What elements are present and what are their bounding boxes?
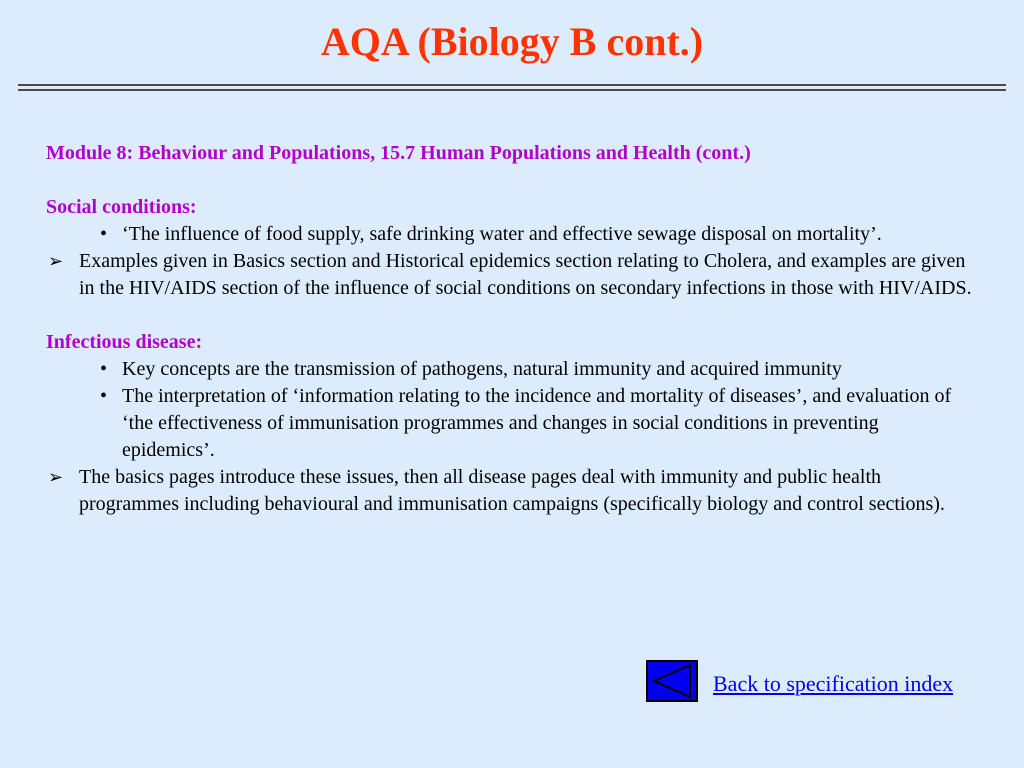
list-item [46,464,976,518]
list-item-text: The basics pages introduce these issues, then all disease pages deal with immunity and public health programmes including behavioural and immunisation campaigns (specifically biology and control sections). [79,466,945,515]
list-item-text: Examples given in Basics section and Historical epidemics section relating to Cholera, and examples are given in the HIV/AIDS section of the influence of social conditions on secondary infections in those with HIV/AIDS. [79,250,972,299]
social-conditions-heading: Social conditions: [46,196,197,218]
list-item [46,221,976,248]
list-item-text: ‘The influence of food supply, safe drinking water and effective sewage disposal on mortality’. [122,223,882,245]
bullet-icon: • [100,385,108,407]
infectious-disease-heading: Infectious disease: [46,331,203,353]
bullet-icon: • [100,358,108,380]
arrow-bullet-icon: ➢ [48,467,64,487]
list-item [46,383,976,464]
list-item-text: Key concepts are the transmission of pathogens, natural immunity and acquired immunity [122,358,842,380]
bullet-icon: • [100,223,108,245]
title-rule-top [18,84,1006,86]
back-to-index-link[interactable]: Back to specification index [713,671,954,696]
main-content [46,140,976,518]
module-heading: Module 8: Behaviour and Populations, 15.7 Human Populations and Health (cont.) [46,142,751,164]
list-item [46,248,976,302]
list-item [46,356,976,383]
arrow-bullet-icon: ➢ [48,251,64,271]
back-arrow-icon [648,662,696,700]
back-button[interactable] [646,660,698,702]
page-title: AQA (Biology B cont.) [320,19,704,64]
title-rule-bottom [18,89,1006,91]
list-item-text: The interpretation of ‘information relating to the incidence and mortality of diseases’, and evaluation of ‘the effectiveness of immunisation programmes and changes in social conditions in preventing epidemics’. [122,385,952,461]
